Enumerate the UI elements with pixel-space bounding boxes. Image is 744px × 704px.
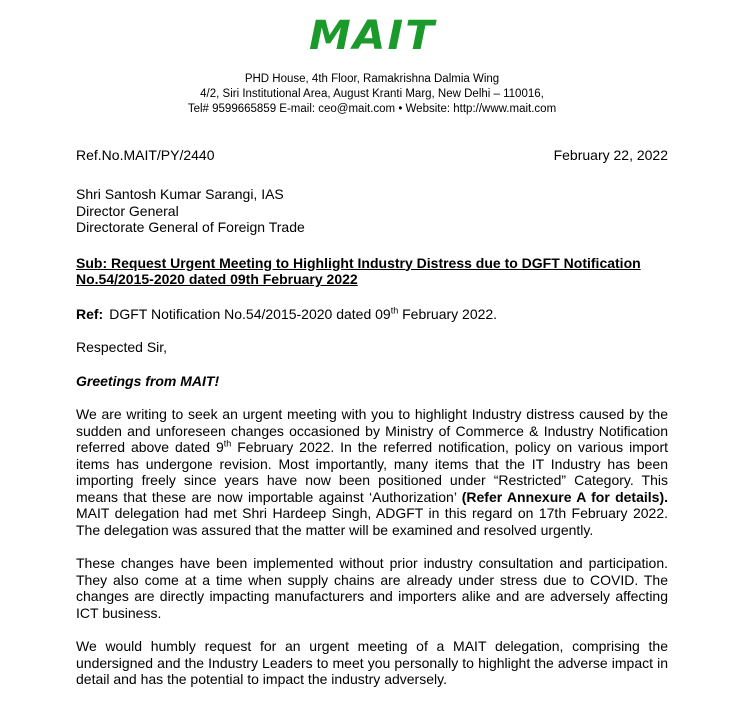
letterhead: [0, 14, 744, 117]
reference-text-b: February 2022.: [398, 305, 498, 322]
reference-text-a: DGFT Notification No.54/2015-2020 dated 09: [109, 305, 391, 322]
mait-logo: MAIT: [308, 13, 436, 59]
addressee-block: [76, 186, 668, 236]
paragraph-3: We would humbly request for an urgent meeting of a MAIT delegation, comprising the undersigned and the Industry Leaders to meet you personally to highlight the adverse impact in detail and has the potential to impact the industry adversely.: [76, 638, 668, 687]
paragraph-1-sup: th: [223, 438, 232, 449]
reference-sup: th: [390, 304, 399, 315]
subject-line: Sub: Request Urgent Meeting to Highlight Industry Distress due to DGFT Notification No.54/2015-2020 dated 09th February 2022: [76, 254, 641, 287]
addressee-designation: Director General: [76, 202, 179, 219]
reference-number: Ref.No.MAIT/PY/2440: [76, 147, 215, 163]
paragraph-1: [76, 406, 668, 538]
paragraph-2: These changes have been implemented without prior industry consultation and participation. They also come at a time when supply chains are already under stress due to COVID. The changes are directly impacting manufacturers and importers alike and are adversely affecting ICT business.: [76, 555, 668, 621]
paragraph-1-part-2: February 2022. In the referred notification, policy on various import items has undergone revision. Most importantly, many items that the IT Industry has been importing freely since years have now been positioned under “Restricted” Category. This means that these are now importable against ‘Authorization’: [76, 439, 669, 505]
reference-line: [76, 306, 668, 323]
address-line-3: Tel# 9599665859 E-mail: ceo@mait.com • Website: http://www.mait.com: [187, 103, 557, 115]
paragraph-1-part-1: We are writing to seek an urgent meeting with you to highlight Industry distress caused by the sudden and unforeseen changes occasioned by Ministry of Commerce & Industry Notification referred above dated 9: [76, 406, 668, 455]
ref-date-row: [76, 146, 668, 164]
letterhead-address: [0, 72, 744, 117]
salutation: Respected Sir,: [76, 339, 168, 355]
address-line-2: 4/2, Siri Institutional Area, August Kranti Marg, New Delhi – 110016,: [200, 88, 544, 100]
annexure-reference: (Refer Annexure A for details).: [461, 488, 668, 505]
addressee-office: Directorate General of Foreign Trade: [76, 219, 305, 235]
reference-label: Ref:: [76, 305, 104, 322]
paragraph-1-part-3: MAIT delegation had met Shri Hardeep Singh, ADGFT in this regard on 17th February 2022. The delegation was assured that the matter will be examined and resolved urgently.: [76, 505, 668, 538]
greeting: Greetings from MAIT!: [76, 372, 220, 389]
letter-date: February 22, 2022: [553, 147, 668, 163]
address-line-1: PHD House, 4th Floor, Ramakrishna Dalmia Wing: [244, 73, 500, 85]
letter-body: [76, 146, 668, 688]
addressee-name: Shri Santosh Kumar Sarangi, IAS: [76, 186, 284, 202]
